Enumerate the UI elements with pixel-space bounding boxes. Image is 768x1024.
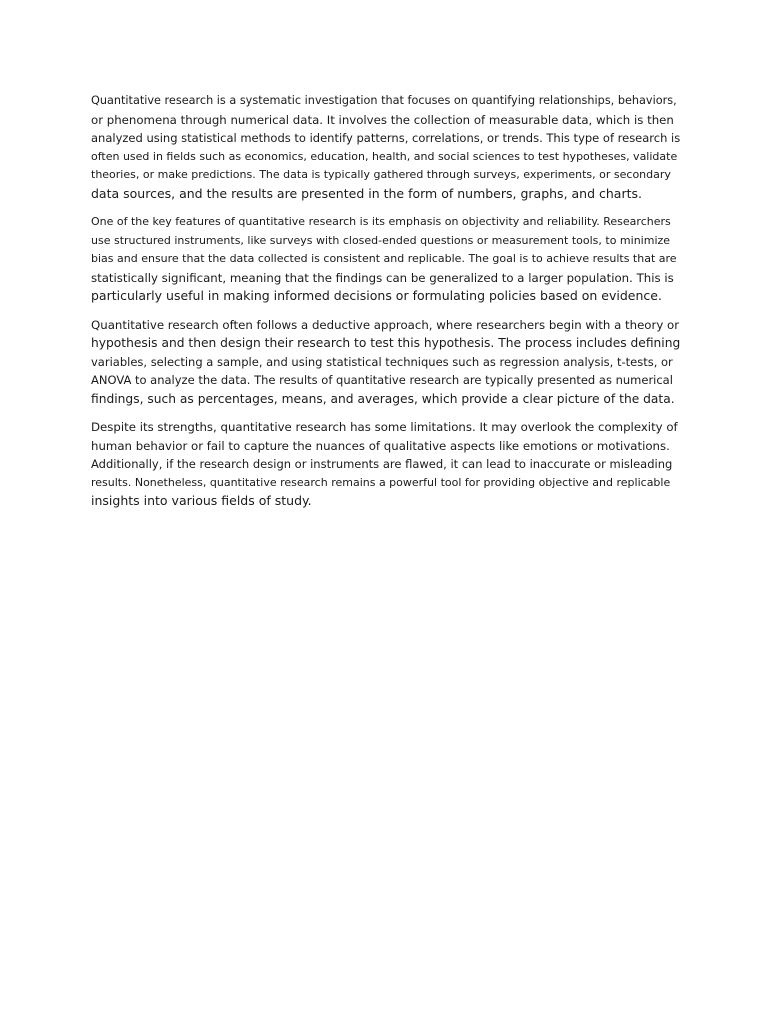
text-line: insights into various fields of study.	[91, 493, 312, 509]
text-line: results. Nonetheless, quantitative research remains a powerful tool for providing objective and replicable	[91, 475, 671, 489]
paragraph-2	[91, 213, 681, 306]
text-line: or phenomena through numerical data. It involves the collection of measurable data, which is then	[91, 112, 674, 127]
text-line: statistically significant, meaning that the findings can be generalized to a larger population. This is	[91, 270, 674, 285]
text-line: Despite its strengths, quantitative research has some limitations. It may overlook the complexity of	[91, 420, 678, 434]
text-line: variables, selecting a sample, and using statistical techniques such as regression analysis, t-tests, or	[91, 354, 673, 369]
text-line: hypothesis and then design their research to test this hypothesis. The process includes defining	[91, 336, 681, 351]
text-line: One of the key features of quantitative research is its emphasis on objectivity and reliability. Researchers	[91, 215, 671, 229]
text-line: Quantitative research often follows a deductive approach, where researchers begin with a theory or	[91, 317, 680, 332]
text-line: findings, such as percentages, means, and averages, which provide a clear picture of the data.	[91, 391, 675, 406]
text-line: often used in fields such as economics, education, health, and social sciences to test hypotheses, validate	[91, 149, 678, 163]
text-line: theories, or make predictions. The data is typically gathered through surveys, experiments, or secondary	[91, 168, 671, 182]
text-line: Quantitative research is a systematic investigation that focuses on quantifying relationships, behaviors,	[91, 94, 677, 107]
paragraph-4	[91, 418, 681, 511]
paragraph-1	[91, 92, 681, 204]
text-line: Additionally, if the research design or instruments are flawed, it can lead to inaccurate or misleading	[91, 457, 673, 472]
text-line: bias and ensure that the data collected is consistent and replicable. The goal is to achieve results that are	[91, 252, 677, 266]
document-body	[91, 92, 681, 520]
text-line: particularly useful in making informed decisions or formulating policies based on evidence.	[91, 288, 662, 304]
text-line: data sources, and the results are presented in the form of numbers, graphs, and charts.	[91, 185, 642, 201]
text-line: ANOVA to analyze the data. The results of quantitative research are typically presented as numerical	[91, 373, 673, 388]
text-line: analyzed using statistical methods to identify patterns, correlations, or trends. This type of research is	[91, 131, 681, 146]
text-line: human behavior or fail to capture the nuances of qualitative aspects like emotions or motivations.	[91, 438, 670, 453]
text-line: use structured instruments, like surveys with closed-ended questions or measurement tools, to minimize	[91, 233, 671, 247]
paragraph-3	[91, 316, 681, 409]
